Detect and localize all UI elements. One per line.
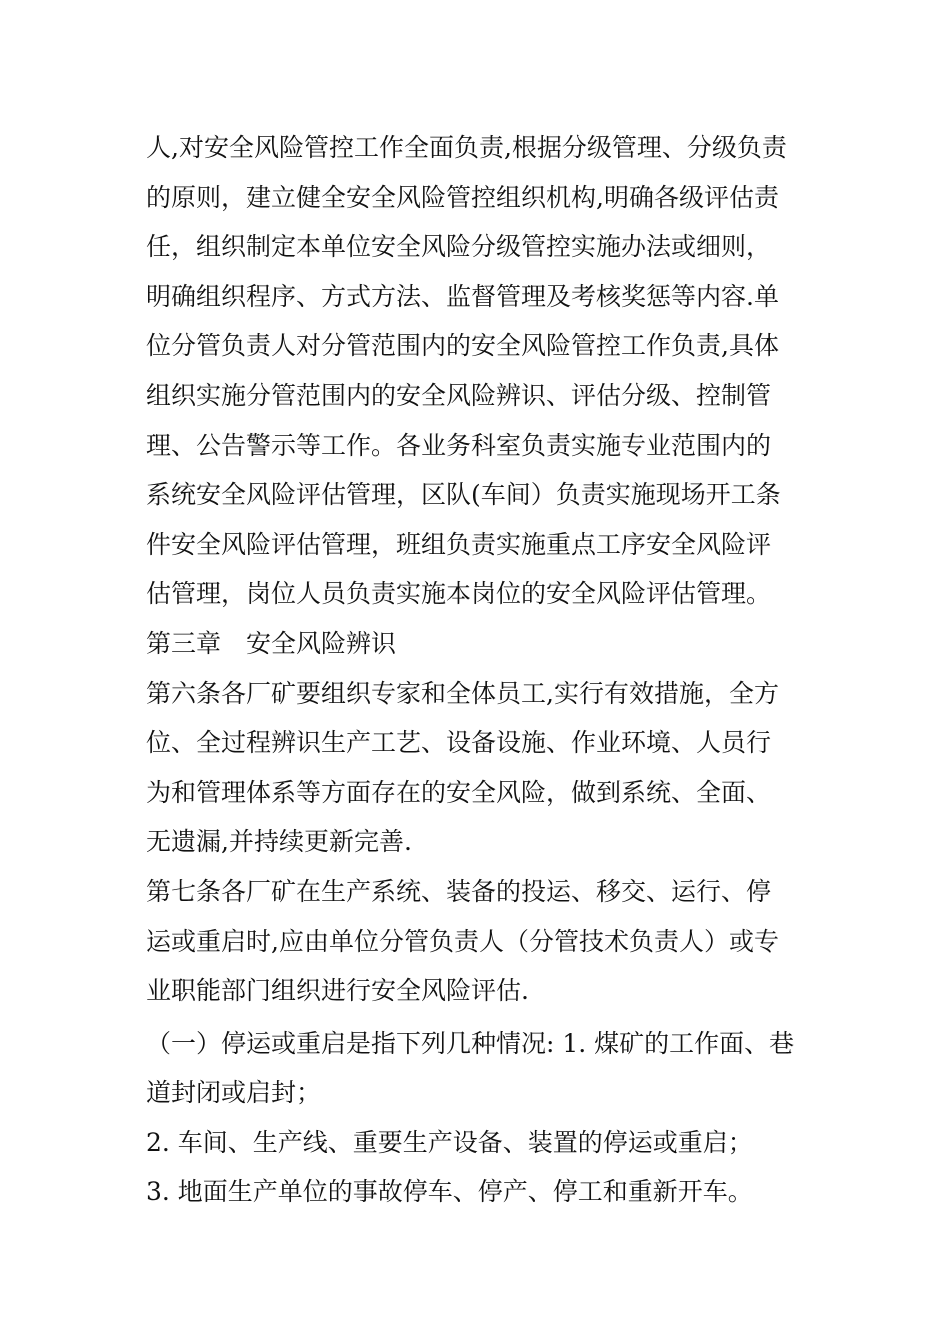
paragraph-line: 无遗漏,并持续更新完善.: [146, 827, 412, 857]
paragraph-line: 系统安全风险评估管理，区队(车间）负责实施现场开工条: [146, 480, 781, 510]
paragraph-line: 为和管理体系等方面存在的安全风险，做到系统、全面、: [146, 777, 772, 807]
paragraph-line: 第七条各厂矿在生产系统、装备的投运、移交、运行、停: [146, 876, 772, 906]
chapter-heading: 第三章 安全风险辨识: [146, 628, 397, 658]
document-body: [146, 123, 810, 1217]
paragraph-line: 人,对安全风险管控工作全面负责,根据分级管理、分级负责: [146, 133, 787, 162]
paragraph-line: 位、全过程辨识生产工艺、设备设施、作业环境、人员行: [146, 728, 772, 758]
paragraph-line: 明确组织程序、方式方法、监督管理及考核奖惩等内容.单: [146, 281, 779, 311]
list-item: 3. 地面生产单位的事故停车、停产、停工和重新开车。: [146, 1177, 753, 1207]
paragraph-line: 道封闭或启封；: [146, 1078, 322, 1108]
paragraph-line: 业职能部门组织进行安全风险评估.: [146, 976, 529, 1006]
paragraph-line: 运或重启时,应由单位分管负责人（分管技术负责人）或专: [146, 926, 779, 956]
paragraph-line: 任，组织制定本单位安全风险分级管控实施办法或细则，: [146, 232, 772, 262]
paragraph-line: 估管理，岗位人员负责实施本岗位的安全风险评估管理。: [146, 579, 772, 609]
paragraph-line: 的原则，建立健全安全风险管控组织机构,明确各级评估责: [146, 182, 779, 212]
paragraph-line: 组织实施分管范围内的安全风险辨识、评估分级、控制管: [146, 380, 772, 410]
paragraph-line: （一）停运或重启是指下列几种情况: 1. 煤矿的工作面、巷: [146, 1028, 795, 1058]
paragraph-line: 第六条各厂矿要组织专家和全体员工,实行有效措施，全方: [146, 678, 779, 708]
paragraph-line: 件安全风险评估管理，班组负责实施重点工序安全风险评: [146, 529, 772, 559]
paragraph-line: 位分管负责人对分管范围内的安全风险管控工作负责,具体: [146, 331, 779, 361]
list-item: 2. 车间、生产线、重要生产设备、装置的停运或重启；: [146, 1127, 753, 1157]
paragraph-line: 理、公告警示等工作。各业务科室负责实施专业范围内的: [146, 430, 772, 460]
